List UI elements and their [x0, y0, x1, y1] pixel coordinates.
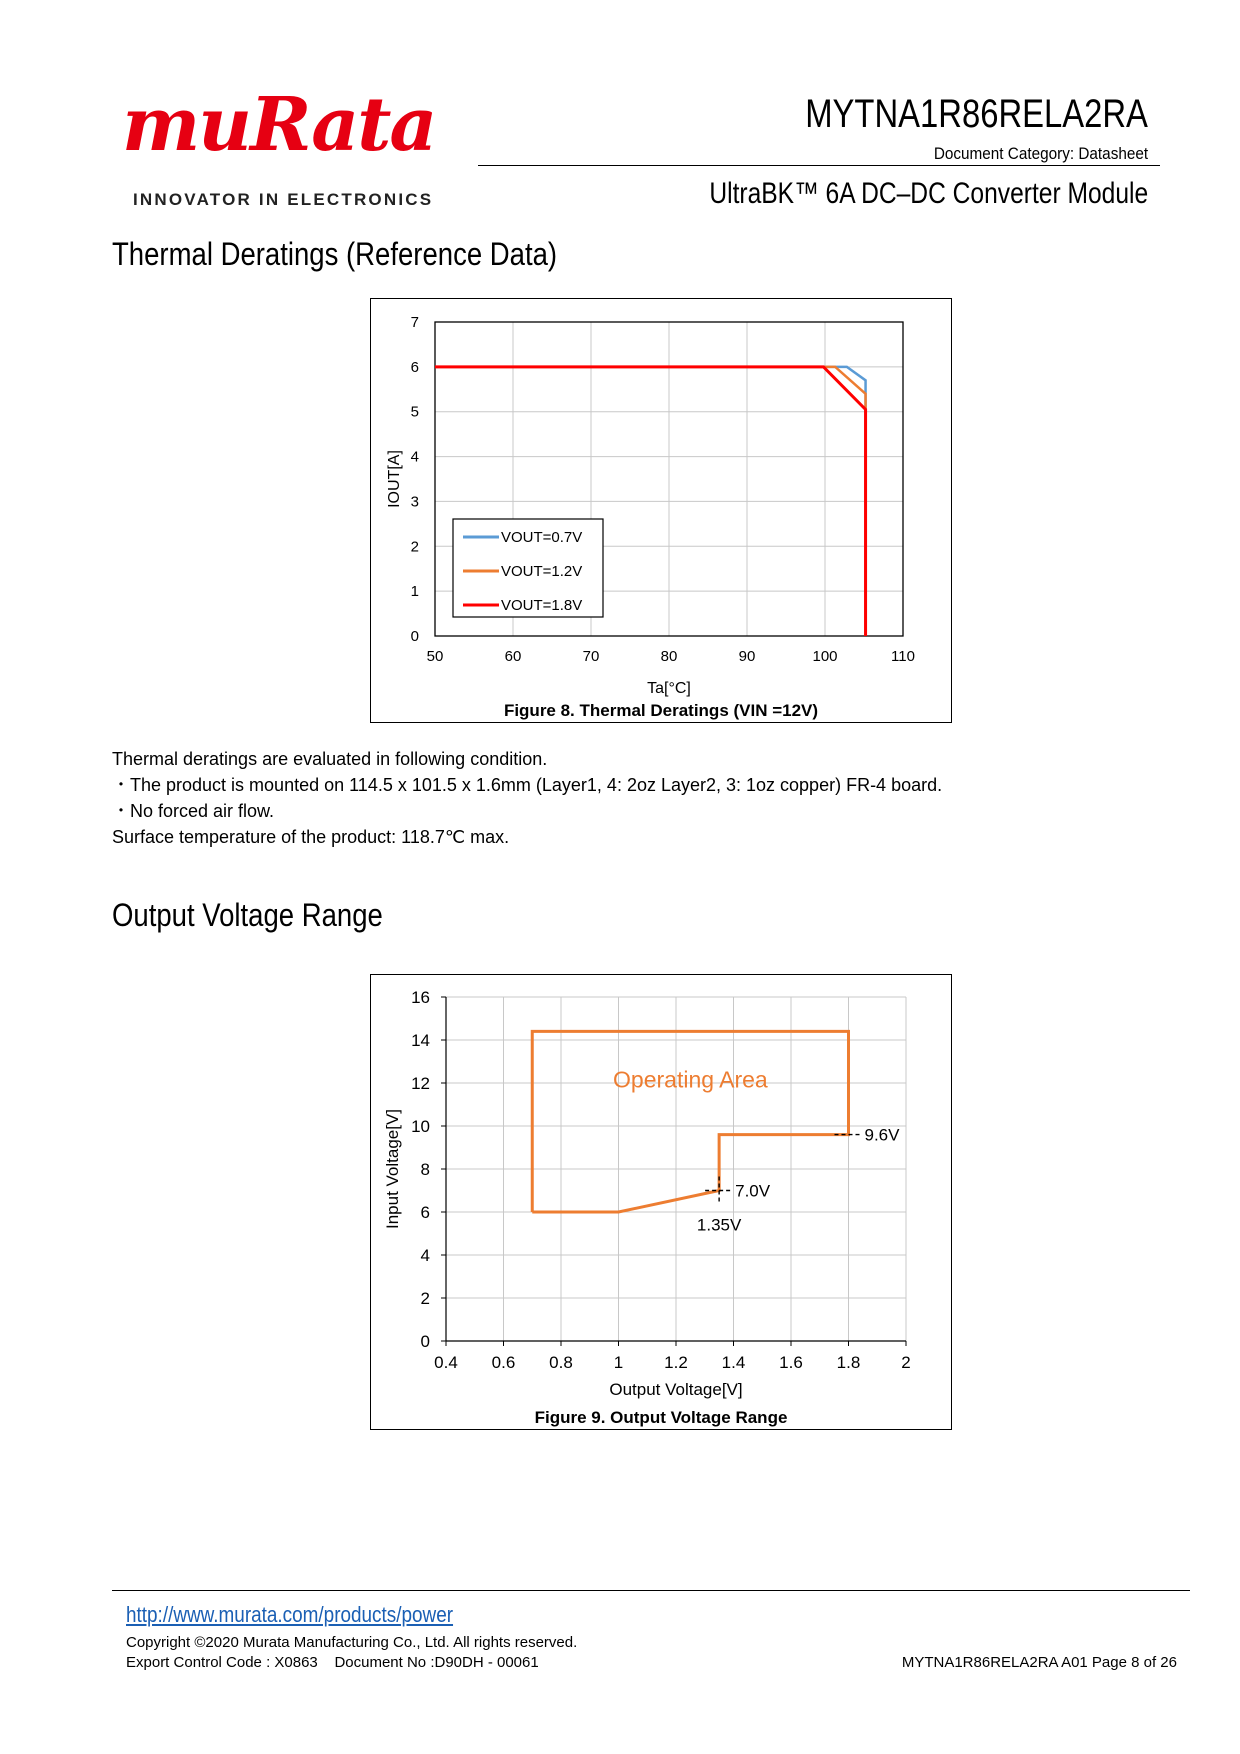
x-tick-label: 1.2 [664, 1353, 688, 1372]
y-axis-label: Input Voltage[V] [383, 1108, 402, 1230]
figure-8-caption: Figure 8. Thermal Deratings (VIN =12V) [503, 701, 819, 720]
label-7-0v: 7.0V [735, 1181, 771, 1201]
y-tick-label: 4 [420, 1246, 430, 1265]
footer-url-link[interactable]: http://www.murata.com/products/power [126, 1602, 454, 1627]
footer-divider [112, 1590, 1190, 1591]
x-tick-label: 100 [812, 648, 838, 665]
notes-surface-temp: Surface temperature of the product: 118.7℃ max. [112, 827, 510, 847]
y-tick-label: 0 [410, 628, 419, 645]
document-category: Document Category: Datasheet [933, 144, 1148, 163]
legend-label-1: VOUT=0.7V [501, 529, 583, 546]
y-tick-label: 8 [420, 1160, 430, 1179]
y-tick-label: 12 [411, 1074, 430, 1093]
x-axis-label: Output Voltage[V] [609, 1380, 743, 1399]
product-title: UltraBK™ 6A DC–DC Converter Module [709, 177, 1148, 210]
footer-copyright: Copyright ©2020 Murata Manufacturing Co., Ltd. All rights reserved. [126, 1634, 578, 1651]
x-tick-label: 60 [504, 648, 522, 665]
x-tick-label: 1 [613, 1353, 624, 1372]
x-tick-label: 70 [582, 648, 600, 665]
logo-tagline: INNOVATOR IN ELECTRONICS [133, 190, 434, 209]
notes-board: ・The product is mounted on 114.5 x 101.5 x 1.6mm (Layer1, 4: 2oz Layer2, 3: 1oz copper) FR-4 board. [112, 775, 943, 795]
notes-airflow: ・No forced air flow. [112, 801, 275, 821]
figure-9-caption: Figure 9. Output Voltage Range [534, 1408, 788, 1427]
y-tick-label: 2 [410, 538, 419, 556]
voltage-section-title: Output Voltage Range [112, 897, 383, 933]
figure-8-frame [370, 298, 952, 723]
thermal-derating-chart [371, 299, 951, 722]
y-tick-label: 16 [411, 988, 430, 1007]
y-tick-label: 1 [410, 583, 419, 601]
footer-export-code: Export Control Code : X0863 Document No :D90DH - 00061 [126, 1654, 539, 1671]
output-voltage-chart [371, 975, 951, 1429]
x-tick-label: 90 [738, 648, 756, 665]
y-tick-label: 6 [410, 358, 419, 376]
y-axis-label: IOUT[A] [386, 450, 403, 508]
x-tick-label: 0.6 [491, 1353, 516, 1372]
x-tick-label: 50 [426, 648, 444, 665]
x-tick-label: 1.4 [721, 1353, 746, 1372]
x-tick-label: 1.6 [779, 1353, 803, 1372]
x-axis-label: Ta[°C] [647, 680, 691, 697]
y-tick-label: 5 [410, 403, 419, 421]
part-number-title: MYTNA1R86RELA2RA [805, 92, 1148, 136]
y-tick-label: 7 [410, 314, 419, 331]
operating-area-outline [532, 1031, 848, 1212]
label-1-35v: 1.35V [696, 1215, 742, 1235]
y-tick-label: 0 [420, 1332, 430, 1351]
y-tick-label: 2 [420, 1289, 430, 1308]
x-tick-label: 110 [891, 648, 915, 665]
y-tick-label: 6 [420, 1203, 430, 1222]
x-tick-label: 0.8 [549, 1353, 573, 1372]
y-tick-label: 10 [411, 1117, 430, 1136]
x-tick-label: 1.8 [836, 1353, 861, 1372]
figure-9-frame [370, 974, 952, 1430]
footer-page-number: MYTNA1R86RELA2RA A01 Page 8 of 26 [901, 1654, 1177, 1671]
notes-intro: Thermal deratings are evaluated in following condition. [112, 749, 548, 769]
operating-area-label: Operating Area [613, 1066, 768, 1093]
x-tick-label: 80 [660, 648, 678, 665]
legend-label-3: VOUT=1.8V [501, 597, 583, 614]
header-divider [478, 165, 1160, 166]
x-tick-label: 0.4 [434, 1353, 458, 1372]
y-tick-label: 3 [410, 493, 419, 511]
murata-logo: muRata [122, 82, 436, 168]
thermal-section-title: Thermal Deratings (Reference Data) [112, 236, 558, 272]
y-tick-label: 14 [411, 1031, 430, 1050]
y-tick-label: 4 [410, 448, 419, 466]
x-tick-label: 2 [901, 1353, 911, 1372]
label-9-6v: 9.6V [864, 1125, 900, 1145]
legend-label-2: VOUT=1.2V [501, 563, 583, 580]
